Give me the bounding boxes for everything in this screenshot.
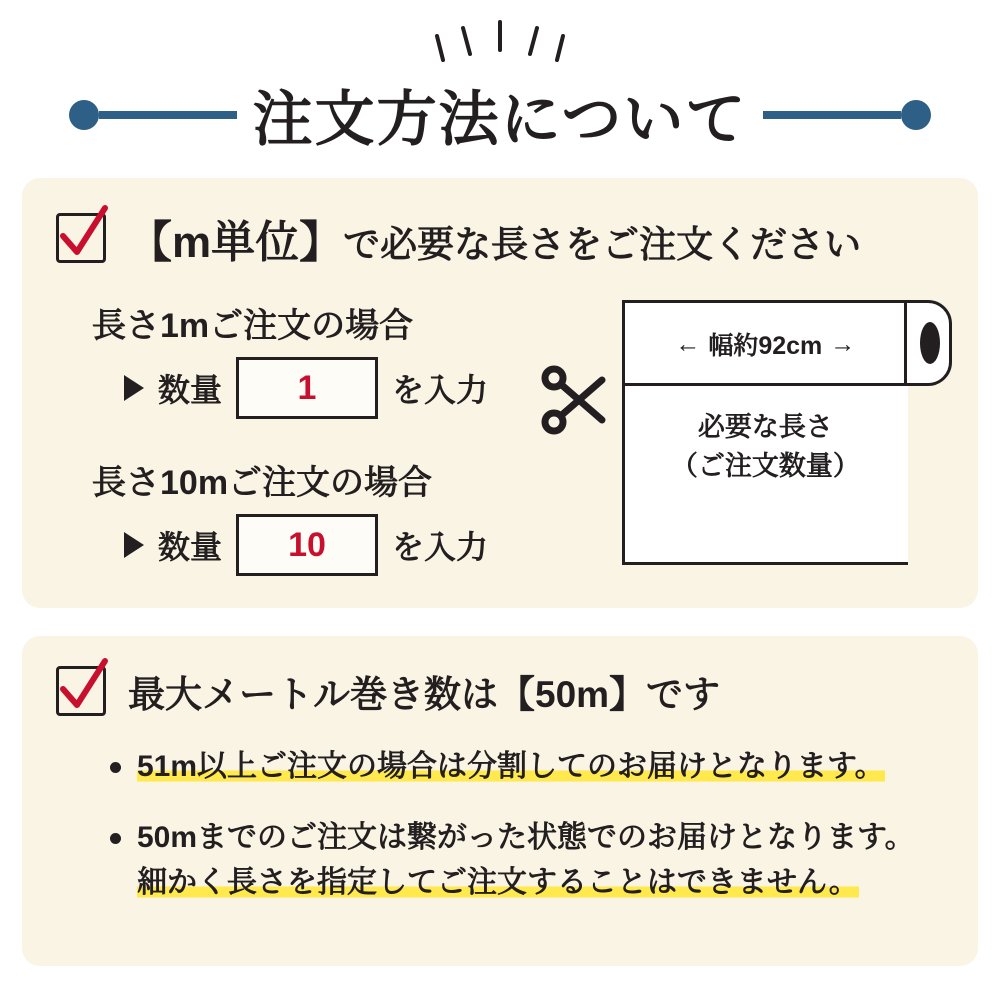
roll-body-text xyxy=(622,408,908,486)
order-examples xyxy=(56,288,574,578)
example-2-qty-label: 数量 xyxy=(158,529,223,565)
quantity-input-2[interactable]: 10 xyxy=(236,514,378,576)
list-item xyxy=(110,744,944,789)
rule-dot-left xyxy=(69,100,99,130)
example-1-label: 長さ1mご注文の場合 xyxy=(92,307,414,345)
max-length-heading-text: 最大メートル巻き数は【50m】です xyxy=(128,674,721,715)
bullet-dot-icon xyxy=(110,762,121,773)
page-title: 注文方法について xyxy=(252,86,748,153)
roll-body-text-line1: 必要な長さ xyxy=(697,412,833,442)
rule-dot-right xyxy=(901,100,931,130)
order-unit-heading xyxy=(56,206,944,270)
order-unit-heading-text xyxy=(128,206,861,270)
order-unit-body xyxy=(56,288,944,578)
bullet-dot-icon xyxy=(110,833,121,844)
example-1-row xyxy=(92,357,574,419)
example-1-qty-suffix: を入力 xyxy=(392,372,489,408)
header xyxy=(0,0,1000,160)
triangle-right-icon xyxy=(124,375,144,401)
max-length-notes xyxy=(56,744,944,905)
order-unit-heading-bracket: 【m単位】 xyxy=(128,218,344,267)
roll-divider-line xyxy=(622,383,908,386)
scissors-icon xyxy=(540,364,620,444)
order-unit-heading-rest: で必要な長さをご注文ください xyxy=(343,224,862,265)
arrow-right-icon: → xyxy=(830,329,856,358)
checkmark-icon xyxy=(56,666,106,716)
note-1-line: 51m以上ご注文の場合は分割してのお届けとなります。 xyxy=(137,750,885,783)
example-2-row xyxy=(92,514,574,576)
wallpaper-roll-illustration xyxy=(580,288,944,578)
example-2-qty-suffix: を入力 xyxy=(392,529,489,565)
example-2-label: 長さ10mご注文の場合 xyxy=(92,464,433,502)
rule-line-left xyxy=(99,111,237,119)
list-item xyxy=(110,815,944,905)
roll-width-text: 幅約92cm xyxy=(708,332,823,360)
checkmark-icon xyxy=(56,213,106,263)
max-length-card xyxy=(22,636,978,966)
roll-width-label xyxy=(632,326,898,362)
order-unit-card xyxy=(22,178,978,608)
note-2-text xyxy=(137,815,915,905)
note-2-line-2: 細かく長さを指定してご注文することはできません。 xyxy=(137,866,859,899)
max-length-heading xyxy=(56,664,944,718)
quantity-input-1[interactable]: 1 xyxy=(236,357,378,419)
arrow-left-icon: ← xyxy=(675,329,701,358)
example-1-qty-label: 数量 xyxy=(158,372,223,408)
title-rule-right xyxy=(763,100,931,130)
page-title-row xyxy=(0,72,1000,158)
rule-line-right xyxy=(763,111,901,119)
roll-body-text-line2: （ご注文数量） xyxy=(670,451,860,482)
title-rule-left xyxy=(69,100,237,130)
note-1-text xyxy=(137,744,885,789)
note-2-line-1: 50mまでのご注文は繋がった状態でのお届けとなります。 xyxy=(137,821,915,854)
roll-graphic xyxy=(622,300,952,565)
sparkle-lines-icon xyxy=(0,20,1000,66)
triangle-right-icon xyxy=(124,532,144,558)
